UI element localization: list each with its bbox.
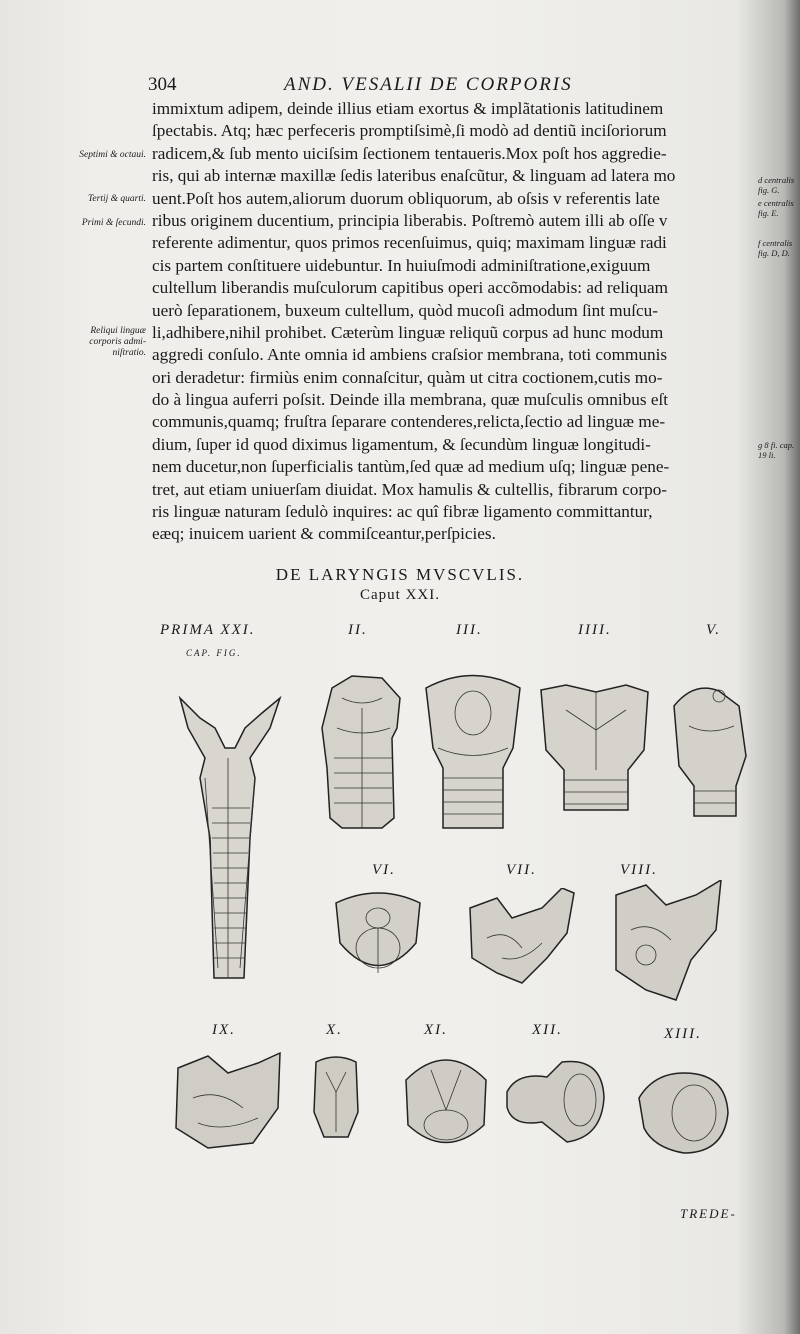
figure-8-cartilage [606, 880, 726, 1005]
text-line: ris, qui ab internæ maxillæ ſedis lateribus enaſcũtur, & linguam ad latera mo [152, 166, 676, 186]
text-line: ribus originem ducentium, principia liberabis. Poſtremò autem illi ab oſſe v [152, 210, 668, 230]
text-line: uerò ſeparationem, buxeum cultellum, quòd mucoſi admodum ſint muſcu- [152, 300, 658, 320]
text-line: referente adimentur, quos primos recenſuimus, quiq; maximam linguæ radi [152, 233, 667, 253]
figure-12-ring-cartilage [502, 1052, 612, 1147]
margin-note-right: d centralis fig. G. [758, 175, 795, 195]
text-line: ris linguæ naturam ſedulò inquires: ac quî fibræ ligamento committantur, [152, 502, 653, 522]
figure-label: II. [348, 622, 368, 638]
body-text [152, 98, 762, 568]
figure-label: IIII. [578, 622, 612, 638]
figure-label: V. [706, 622, 721, 638]
margin-note-left: Tertij & quarti. [88, 194, 146, 204]
text-line: nem ducetur,non ſuperficialis tantùm,ſed quæ ad medium uſq; linguæ pene- [152, 457, 670, 477]
text-line: cis partem conſtituere uidebuntur. In huiuſmodi adminiſtratione,exiguum [152, 255, 651, 275]
text-line: dium, ſuper id quod diximus ligamentum, & ſecundùm linguæ longitudi- [152, 434, 651, 454]
figure-5-larynx-side [664, 676, 754, 826]
figure-label: IX. [212, 1022, 236, 1038]
margin-note-left: Septimi & octaui. [79, 150, 146, 160]
figure-9-cartilage [168, 1048, 288, 1153]
text-line: li,adhibere,nihil prohibet. Cæterùm linguæ reliquũ corpus ad hunc modum [152, 322, 664, 342]
figure-6-cartilage [328, 888, 428, 988]
figure-label: XII. [532, 1022, 563, 1038]
figure-label: VI. [372, 862, 396, 878]
figure-1-larynx-trachea [170, 688, 290, 988]
margin-note-right: e centralis fig. E. [758, 198, 794, 218]
text-line: cultellum liberandis muſculorum capitibus operi accõmodabis: ad reliquam [152, 278, 668, 298]
figure-label: PRIMA XXI. [160, 622, 256, 638]
catchword: TREDE- [680, 1206, 737, 1221]
figure-3-larynx [418, 668, 528, 838]
text-line: immixtum adipem, deinde illius etiam exortus & implãtationis latitudinem [152, 99, 664, 118]
text-line: ori deradetur: firmiùs enim connaſcitur, quàm ut citra coctionem,cutis mo- [152, 367, 663, 387]
figure-13-ring-cartilage [634, 1058, 734, 1158]
running-head: AND. VESALII DE CORPORIS [284, 74, 573, 95]
figure-7-cartilage [462, 888, 582, 988]
text-line: uent.Poſt hos autem,aliorum duorum obliquorum, ab oſsis v referentis late [152, 188, 660, 208]
figure-11-cartilage [396, 1050, 496, 1155]
text-line: eæq; inuicem uarient & commiſceantur,perſpicies. [152, 524, 496, 544]
chapter-number: Caput XXI. [360, 587, 440, 603]
figure-4-larynx [536, 680, 656, 820]
figure-label: III. [456, 622, 483, 638]
text-line: aggredi conſulo. Ante omnia id ambiens craſsior membrana, toti communis [152, 345, 668, 365]
figure-label: VIII. [620, 862, 658, 878]
figure-label: XIII. [664, 1026, 702, 1042]
text-line: tret, aut etiam uniuerſam diuidat. Mox hamulis & cultellis, fibrarum corpo- [152, 479, 668, 499]
figure-sublabel: CAP. FIG. [186, 648, 242, 658]
figure-2-larynx [312, 668, 412, 838]
margin-note-right: f centralis fig. D, D. [758, 238, 793, 258]
margin-note-left: Reliqui linguæ corporis admi-niſtratio. [89, 326, 146, 358]
text-line: do à lingua auferri poſsit. Deinde illa membrana, quæ muſculis omnibus eſt [152, 390, 668, 410]
figure-10-cartilage [306, 1052, 366, 1142]
figure-label: X. [326, 1022, 343, 1038]
page-header [148, 74, 758, 100]
text-line: communis,quamq; fruſtra ſeparare contenderes,relicta,ſectio ad linguæ me- [152, 412, 666, 432]
text-line: ſpectabis. Atq; hæc perfeceris promptiſsimè,ſi modò ad dentiũ inciſoriorum [152, 121, 667, 141]
chapter-title: DE LARYNGIS MVSCVLIS. [275, 565, 525, 584]
margin-note-right: g 8 fi. cap. 19 li. [758, 440, 795, 460]
margin-note-left: Primi & ſecundi. [81, 218, 146, 228]
page-number: 304 [148, 74, 177, 95]
figure-label: XI. [424, 1022, 448, 1038]
text-line: radicem,& ſub mento uiciſsim ſectionem tentaueris.Mox poſt hos aggredie- [152, 143, 667, 163]
figure-label: VII. [506, 862, 537, 878]
